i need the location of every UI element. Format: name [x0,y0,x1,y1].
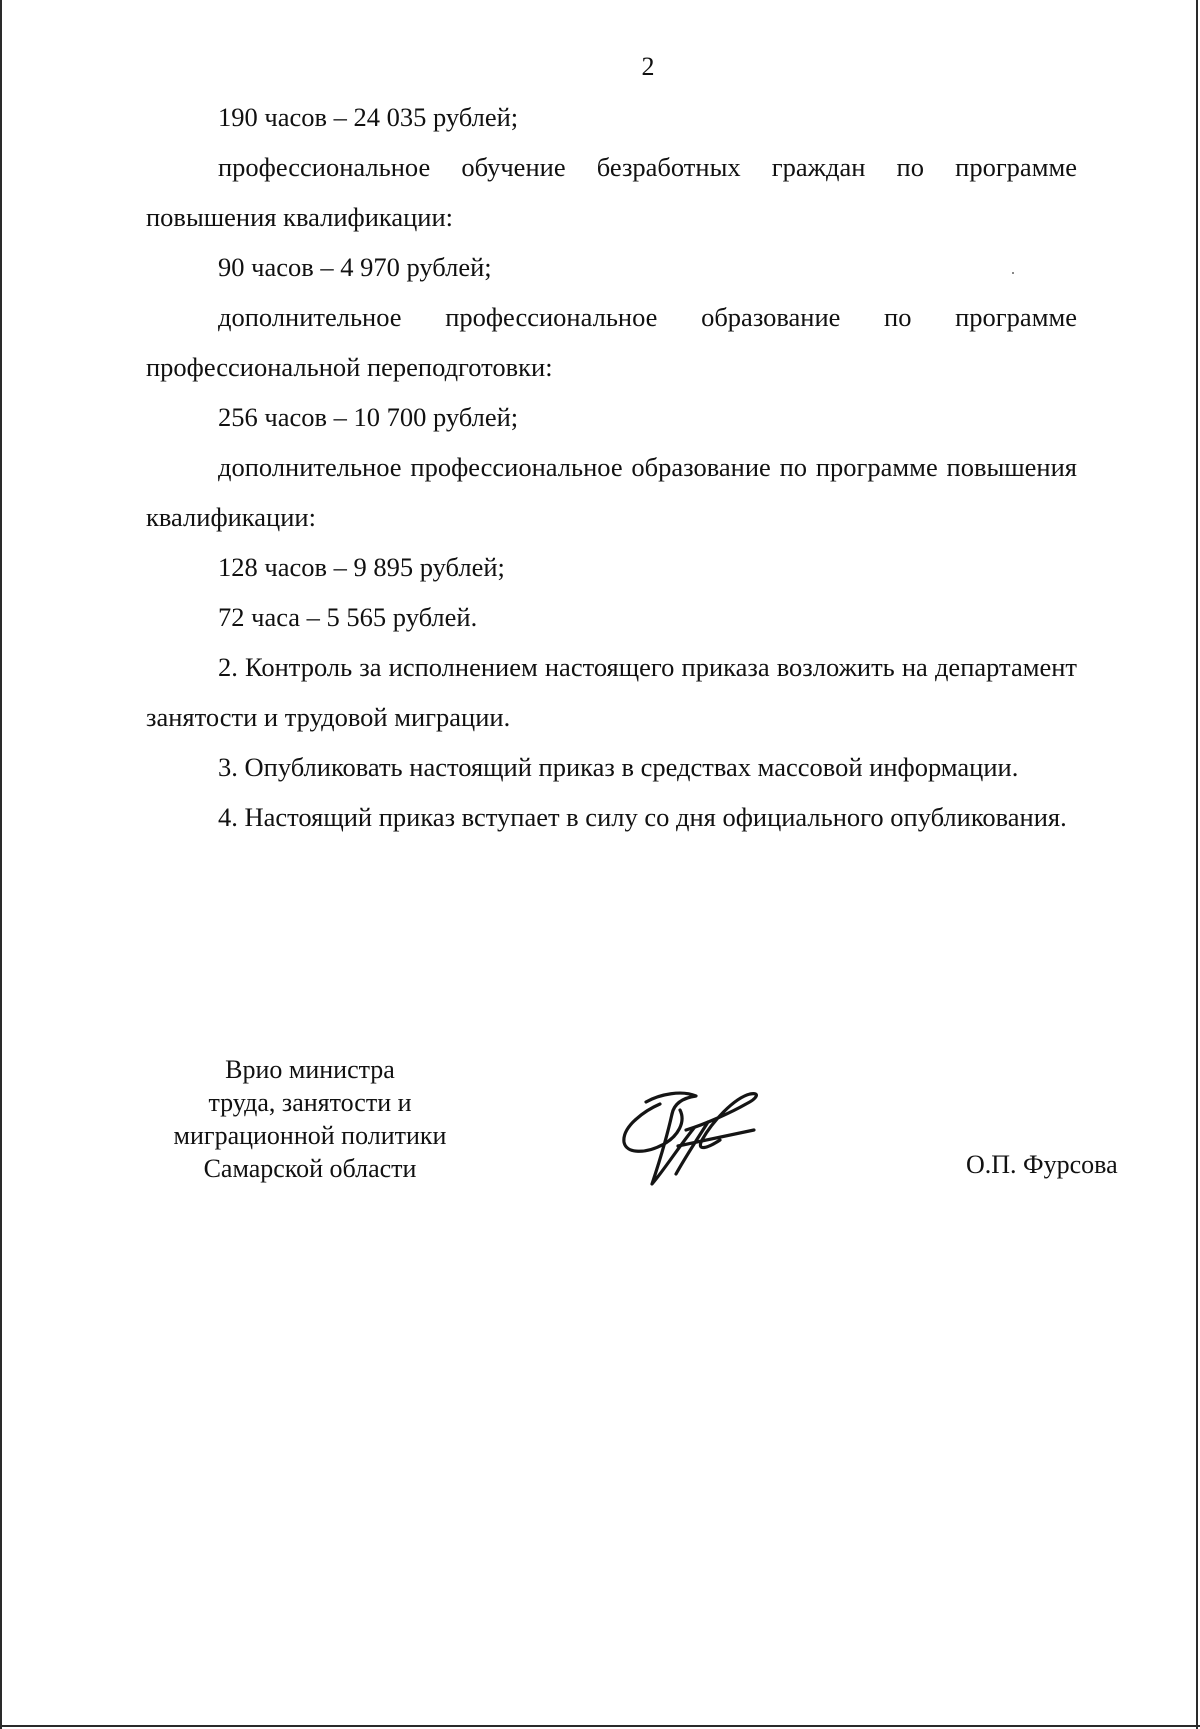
paragraph: 72 часа – 5 565 рублей. [218,602,478,632]
signatory-title-line: миграционной политики [173,1121,447,1150]
paragraph: 90 часов – 4 970 рублей; [218,252,492,282]
paragraph: дополнительное профессиональное образование по программе повышения квалификации: [146,452,1077,532]
signatory-title-line: труда, занятости и [208,1088,412,1117]
paragraph: 128 часов – 9 895 рублей; [218,552,505,582]
signatory-title-line: Самарской области [203,1154,417,1183]
paragraph: 2. Контроль за исполнением настоящего приказа возложить на департамент занятости и трудовой миграции. [146,652,1077,732]
paragraph: 190 часов – 24 035 рублей; [218,102,519,132]
handwritten-signature-icon [616,1082,786,1192]
signatory-title [150,1053,470,1185]
paragraph: профессиональное обучение безработных граждан по программе повышения квалификации: [146,152,1077,232]
signatory-title-line: Врио министра [225,1055,395,1084]
scan-edge-bottom [0,1725,1200,1727]
paragraph: 256 часов – 10 700 рублей; [218,402,519,432]
document-body [146,92,1077,842]
paragraph: 3. Опубликовать настоящий приказ в средствах массовой информации. [218,752,1019,782]
paragraph: 4. Настоящий приказ вступает в силу со дня официального опубликования. [218,802,1067,832]
scan-edge-left [0,0,2,1729]
signer-name: О.П. Фурсова [966,1150,1118,1179]
scan-edge-right [1196,0,1198,1729]
paragraph: дополнительное профессиональное образование по программе профессиональной переподготовки: [146,302,1077,382]
page-number: 2 [641,52,655,81]
